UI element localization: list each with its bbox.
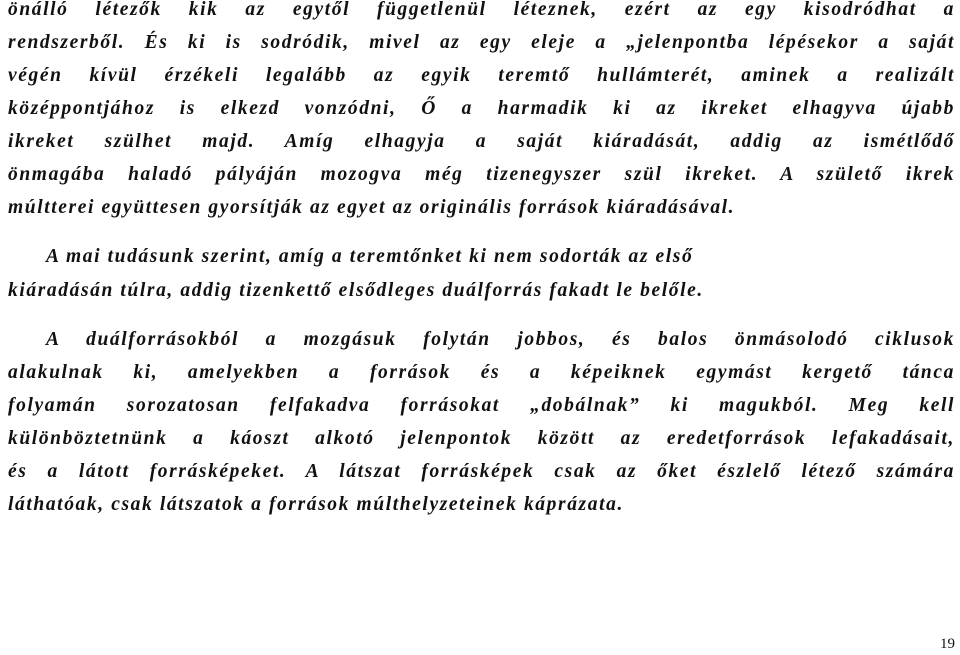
- paragraph-1-line-7: múltterei együttesen gyorsítják az egyet az originális források kiáradásával.: [8, 197, 736, 218]
- paragraph-2-line-1: A mai tudásunk szerint, amíg a teremtőnket ki nem sodorták az első: [46, 246, 694, 267]
- page-number: 19: [940, 636, 955, 652]
- paragraph-3-line-2: alakulnak ki, amelyekben a források és a képeiknek egymást kergető tánca: [8, 362, 955, 383]
- paragraph-3-line-4: különböztetnünk a káoszt alkotó jelenpontok között az eredetforrások lefakadásait,: [8, 428, 955, 449]
- paragraph-3-line-1: A duálforrásokból a mozgásuk folytán jobbos, és balos önmásolodó ciklusok: [46, 329, 955, 350]
- paragraph-3-line-6: láthatóak, csak látszatok a források múlthelyzeteinek káprázata.: [8, 494, 624, 515]
- paragraph-3-line-3: folyamán sorozatosan felfakadva forrásokat „dobálnak” ki magukból. Meg kell: [8, 395, 955, 416]
- paragraph-1-line-5: ikreket szülhet majd. Amíg elhagyja a saját kiáradását, addig az ismétlődő: [8, 131, 955, 152]
- paragraph-1-line-6: önmagába haladó pályáján mozogva még tizenegyszer szül ikreket. A születő ikrek: [8, 164, 955, 185]
- paragraph-1-line-4: középpontjához is elkezd vonzódni, Ő a harmadik ki az ikreket elhagyva újabb: [8, 98, 955, 119]
- paragraph-1-line-2: rendszerből. És ki is sodródik, mivel az egy eleje a „jelenpontba lépésekor a saját: [8, 32, 955, 53]
- paragraph-1-line-3: végén kívül érzékeli legalább az egyik teremtő hullámterét, aminek a realizált: [8, 65, 955, 86]
- paragraph-3-line-5: és a látott forrásképeket. A látszat forrásképek csak az őket észlelő létező számára: [8, 461, 955, 482]
- paragraph-2-line-2: kiáradásán túlra, addig tizenkettő elsődleges duálforrás fakadt le belőle.: [8, 280, 704, 301]
- paragraph-1-line-1: önálló létezők kik az egytől függetlenül léteznek, ezért az egy kisodródhat a: [8, 0, 955, 20]
